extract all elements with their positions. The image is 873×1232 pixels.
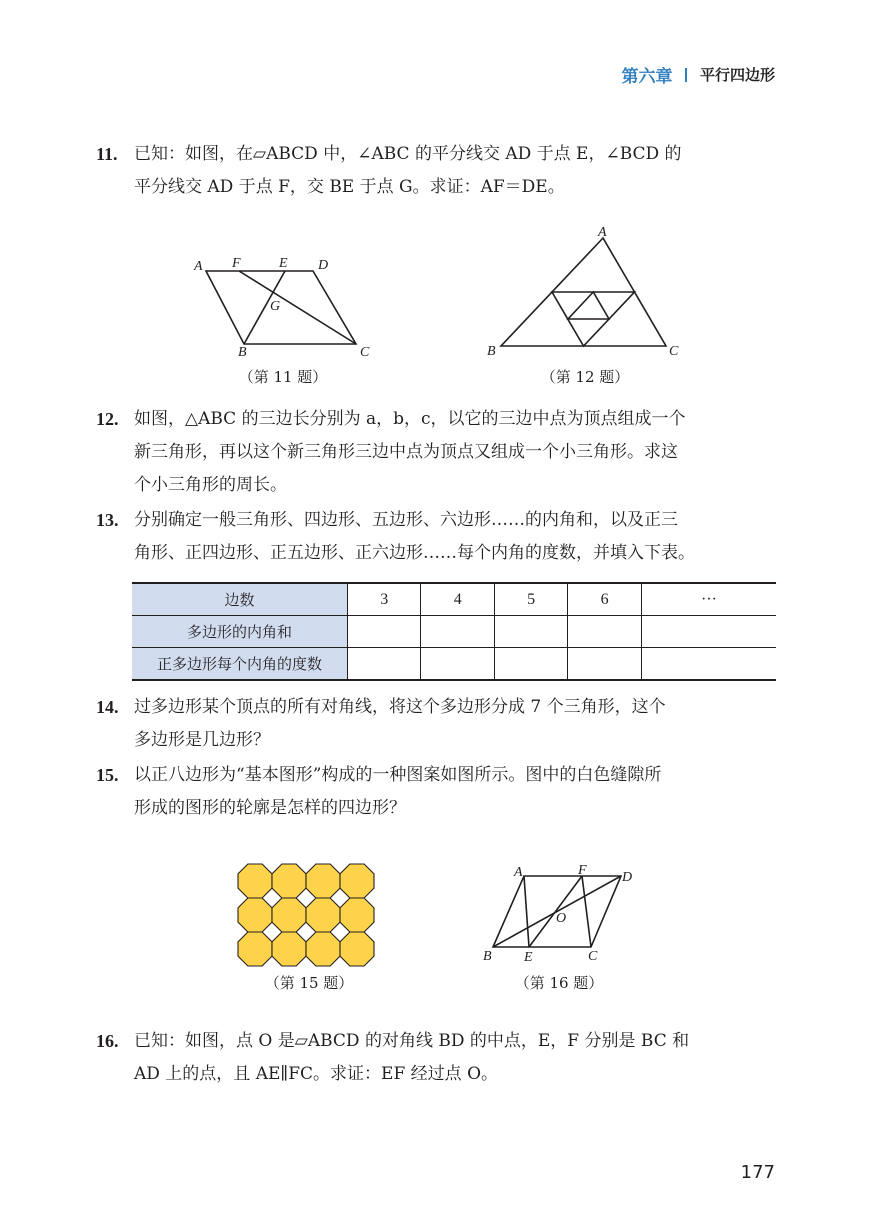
problem-text-line: 分别确定一般三角形、四边形、五边形、六边形……的内角和，以及正三 (134, 510, 678, 530)
table-cell (494, 648, 567, 681)
table-row (132, 616, 776, 648)
label-F: F (232, 256, 241, 271)
polygon-angle-table (132, 582, 776, 681)
table-cell (641, 616, 776, 648)
problem-text-line: 平分线交 AD 于点 F，交 BE 于点 G。求证：AF＝DE。 (134, 177, 565, 197)
problem-text-line: 已知：如图，点 O 是▱ABCD 的对角线 BD 的中点，E，F 分别是 BC 和 (134, 1031, 690, 1051)
problem-text-line: 以正八边形为“基本图形”构成的一种图案如图所示。图中的白色缝隙所 (134, 765, 662, 785)
label-E: E (524, 950, 533, 965)
octagon-tile (306, 864, 340, 898)
octagon-tile (306, 932, 340, 966)
problem-number: 16. (96, 1031, 119, 1051)
table-cell (348, 648, 421, 681)
problem-text-line: AD 上的点，且 AE∥FC。求证：EF 经过点 O。 (134, 1064, 499, 1084)
figure-15-caption: （第 15 题） (264, 974, 354, 992)
problem-11 (96, 138, 786, 204)
label-C: C (588, 949, 598, 964)
problem-text-line: 如图，△ABC 的三边长分别为 a，b，c，以它的三边中点为顶点组成一个 (134, 409, 686, 429)
problem-16 (96, 1025, 786, 1091)
table-cell (348, 616, 421, 648)
label-E: E (279, 256, 288, 271)
problem-text-line: 形成的图形的轮廓是怎样的四边形？ (134, 798, 406, 818)
table-header-cell: 3 (348, 583, 421, 616)
table-cell (494, 616, 567, 648)
table-cell (568, 648, 641, 681)
label-G: G (270, 299, 281, 314)
chapter-header (621, 62, 775, 87)
figure-12-caption: （第 12 题） (540, 368, 630, 386)
label-D: D (622, 870, 633, 885)
problem-text-line: 过多边形某个顶点的所有对角线，将这个多边形分成 7 个三角形，这个 (134, 697, 666, 717)
label-C: C (360, 345, 370, 360)
problem-text-line: 角形、正四边形、正五边形、正六边形……每个内角的度数，并填入下表。 (134, 543, 695, 563)
problem-text-line: 新三角形，再以这个新三角形三边中点为顶点又组成一个小三角形。求这 (134, 442, 678, 462)
table-header-cell: ··· (641, 583, 776, 616)
problem-number: 14. (96, 697, 119, 717)
table-row (132, 583, 776, 616)
octagon-tile (272, 864, 306, 898)
problem-13 (96, 504, 786, 570)
table-row (132, 648, 776, 681)
label-A: A (598, 225, 607, 240)
label-F: F (578, 863, 587, 878)
chapter-label: 第六章 (621, 67, 673, 87)
octagon-tile (238, 932, 272, 966)
label-B: B (487, 344, 496, 359)
figure-16-parallelogram (478, 860, 648, 970)
table-cell (421, 648, 494, 681)
figure-11-parallelogram (190, 250, 380, 365)
label-C: C (669, 344, 679, 359)
problem-number: 12. (96, 409, 119, 429)
label-D: D (318, 258, 329, 273)
chapter-title: 平行四边形 (699, 66, 775, 84)
problem-text-line: 个小三角形的周长。 (134, 475, 287, 495)
row-label: 正多边形每个内角的度数 (132, 648, 348, 681)
table-cell (641, 648, 776, 681)
octagon-tile (340, 864, 374, 898)
table-header-cell: 边数 (132, 583, 348, 616)
row-label: 多边形的内角和 (132, 616, 348, 648)
octagon-tile (238, 864, 272, 898)
problem-14 (96, 691, 786, 757)
octagon-tile (306, 898, 340, 932)
label-A: A (194, 259, 203, 274)
table-header-cell: 5 (494, 583, 567, 616)
octagon-tile (272, 932, 306, 966)
problem-12 (96, 403, 786, 502)
header-divider (685, 68, 687, 82)
label-A: A (514, 865, 523, 880)
table-header-cell: 4 (421, 583, 494, 616)
figure-11-caption: （第 11 题） (238, 368, 328, 386)
table-cell (568, 616, 641, 648)
octagon-tile (340, 898, 374, 932)
problem-number: 15. (96, 765, 119, 785)
table-cell (421, 616, 494, 648)
octagon-tile (340, 932, 374, 966)
table-header-cell: 6 (568, 583, 641, 616)
label-O: O (556, 911, 567, 926)
page-number: 177 (740, 1162, 775, 1183)
problem-text-line: 已知：如图，在▱ABCD 中，∠ABC 的平分线交 AD 于点 E，∠BCD 的 (134, 144, 682, 164)
figure-16-caption: （第 16 题） (514, 974, 604, 992)
problem-15 (96, 759, 786, 825)
problem-text-line: 多边形是几边形？ (134, 730, 270, 750)
octagon-tile (238, 898, 272, 932)
figure-15-octagon-pattern (236, 862, 378, 970)
problem-number: 11. (96, 144, 118, 164)
label-B: B (238, 345, 247, 360)
octagon-tile (272, 898, 306, 932)
problem-number: 13. (96, 510, 119, 530)
label-B: B (483, 949, 492, 964)
figure-12-nested-triangles (482, 222, 692, 367)
